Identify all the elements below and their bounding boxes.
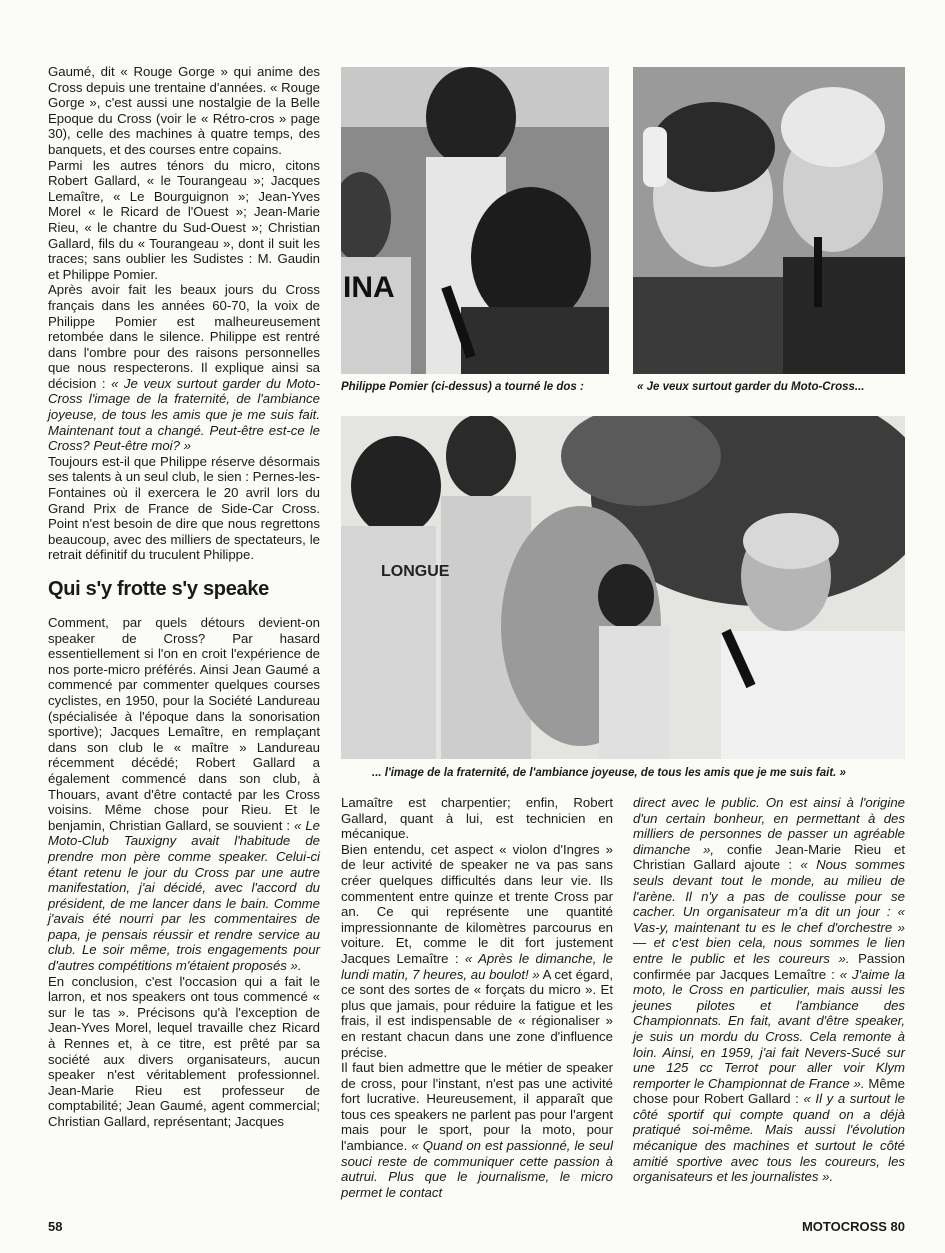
text-run: Passion confirmée par Jacques Lemaître : bbox=[633, 950, 905, 982]
photo-illustration bbox=[341, 67, 609, 374]
middle-column bbox=[341, 795, 613, 1200]
photo-illustration bbox=[633, 67, 905, 374]
photo-caption: « Je veux surtout garder du Moto-Cross... bbox=[637, 381, 865, 393]
quote: « Nous sommes seuls devant tout le monde, au milieu de l'arène. Il n'y a pas de coulisse pour se cacher. Un organisateur m'a dit un jour : « Vas-y, maintenant tu es le chef d'orchestre » — et c'est bien cela, nous sommes le lien entre le public et les coureurs ». bbox=[633, 857, 905, 966]
paragraph: Gaumé, dit « Rouge Gorge » qui anime des Cross depuis une trentaine d'années. « Rouge Gorge », c'est aussi une nostalgie de la Belle Epoque du Cross (voir le « Rétro-cros » page 30), celle des machines à quatre temps, des banquets, et des courses entre copains. bbox=[48, 64, 320, 157]
photo-illustration bbox=[341, 416, 905, 759]
paragraph: En conclusion, c'est l'occasion qui a fait le larron, et nos speakers ont tous commencé « sur le tas ». Précisons qu'à l'exception de Jean-Yves Morel, lequel travaille chez Ricard à Rennes et, à ce titre, est prêté par sa société aux divers organisateurs, aucun speaker n'est véritablement professionnel. Jean-Marie Rieu est professeur de comptabilité; Jean Gaumé, agent commercial; Christian Gallard, représentant; Jacques bbox=[48, 973, 320, 1129]
photo-trophy-ceremony bbox=[341, 416, 905, 759]
quote: « J'aime la moto, le Cross en particulier, mais aussi les jeunes pilotes et l'ambiance des Championnats. En fait, avant d'être speaker, je suis un mordu du Cross. Cela remonte à loin. Ainsi, en 1959, j'ai fait Nevers-Sucé sur une 125 cc Terrot pour aller voir Klym remporter le Championnat de France ». bbox=[633, 966, 905, 1091]
quote: « Quand on est passionné, le seul souci reste de communiquer cette passion à autrui. Plus que le journalisme, le micro permet le contact bbox=[341, 1138, 613, 1200]
paragraph bbox=[341, 1060, 613, 1200]
text-run: Comment, par quels détours devient-on speaker de Cross? Par hasard essentiellement si l'on en croit l'expérience de nos porte-micro préférés. Ainsi Jean Gaumé a commencé par commenter quelques courses cyclistes, en 1950, pour la Société Landureau (spécialisée à l'époque dans la sonorisation sportive); Jacques Lemaître, en remplaçant dans son club le « maître » Landureau récemment décédé; Robert Gallard a également commencé dans son club, à Thouars, avant d'être contacté par les Cross voisins. Même chose pour Rieu. Et le benjamin, Christian Gallard, se souvient : bbox=[48, 615, 320, 833]
photo-caption: Philippe Pomier (ci-dessus) a tourné le dos : bbox=[341, 381, 584, 393]
photo-philippe-pomier bbox=[341, 67, 609, 374]
right-column bbox=[633, 795, 905, 1185]
text-run: A cet égard, ce sont des sortes de « forçats du micro ». Et plus que jamais, pour réduire la fatigue et les frais, il est indispensable de « régionaliser » en restant chacun dans une zone d'influence précise. bbox=[341, 966, 614, 1060]
paragraph: Parmi les autres ténors du micro, citons Robert Gallard, « le Tourangeau »; Jacques Lemaître, « Le Bourguignon »; Jean-Yves Morel « le Ricard de l'Ouest »; Jean-Marie Rieu, « le chantre du Sud-Ouest »; Christian Gallard, fils du « Tourangeau », dont il suit les traces; sans oublier les Sudistes : M. Gaudin et Philippe Pomier. bbox=[48, 157, 320, 282]
text-run: Il faut bien admettre que le métier de speaker de cross, pour l'instant, n'est pas une activité fort lucrative. Heureusement, il apparaît que tous ces speakers ne parlent pas pour l'argent mais pour le sport, pour la moto, pour l'ambiance. bbox=[341, 1060, 613, 1154]
quote: « Le Moto-Club Tauxigny avait l'habitude de prendre mon père comme speaker. Celui-ci étant retenu le jour du Cross par une autre manifestation, j'ai décidé, avec l'accord du président, de me lancer dans le bain. Comme j'avais été nourri par les commentaires de papa, je pensais réussir et rendre service au club. Le soir même, trois engagements pour d'autres compétitions m'étaient proposés ». bbox=[48, 817, 321, 974]
shirt-text: LONGUE bbox=[381, 563, 450, 580]
photo-caption: ... l'image de la fraternité, de l'ambiance joyeuse, de tous les amis que je me suis fait. » bbox=[372, 767, 846, 779]
page-number: 58 bbox=[48, 1219, 63, 1234]
quote: direct avec le public. On est ainsi à l'origine d'un certain bonheur, en permettant à des milliers de personnes de passer un agréable dimanche », bbox=[633, 795, 905, 857]
left-column bbox=[48, 64, 320, 1130]
quote: « Il y a surtout le côté sportif qui compte quand on a déjà pratiqué soi-même. Mais aussi l'évolution mécanique des machines et surtout le côté amitié sportive avec tous les coureurs, les organisateurs et les journalistes ». bbox=[633, 1091, 905, 1185]
paragraph: Toujours est-il que Philippe réserve désormais ses talents à un seul club, le sien : Pernes-les-Fontaines où il exercera le 20 avril lors du Grand Prix de France de Side-Car Cross. Point n'est besoin de dire que nous regrettons beaucoup, avec des milliers de spectateurs, le retrait définitif du truculent Philippe. bbox=[48, 453, 320, 563]
paragraph bbox=[48, 282, 320, 454]
quote: « Après le dimanche, le lundi matin, 7 heures, au boulot! » bbox=[341, 950, 613, 982]
text-run: confie Jean-Marie Rieu et Christian Gallard ajoute : bbox=[633, 841, 906, 873]
quote: « Je veux surtout garder du Moto-Cross l'image de la fraternité, de l'ambiance joyeuse, de tous les amis que je me suis fait. Maintenant tout a changé. Peut-être est-ce le Cross? Peut-être moi? » bbox=[48, 375, 320, 454]
paragraph: Lamaître est charpentier; enfin, Robert Gallard, quant à lui, est technicien en mécanique. bbox=[341, 795, 613, 842]
magazine-name: MOTOCROSS 80 bbox=[801, 1219, 905, 1234]
paragraph bbox=[633, 795, 905, 1185]
text-run: Bien entendu, cet aspect « violon d'Ingres » de leur activité de speaker ne va pas sans créer quelques difficultés dans leur vie. Ils commentent entre quinze et trente Cross par an. Ce qui représente une quantité impressionnante de kilomètres parcourus en voiture. Et, comme le dit fort justement Jacques Lemaître : bbox=[341, 841, 613, 966]
photo-speakers-headphones bbox=[633, 67, 905, 374]
paragraph bbox=[48, 615, 320, 974]
text-run: Même chose pour Robert Gallard : bbox=[633, 1075, 905, 1107]
shirt-text: INA bbox=[343, 271, 395, 304]
paragraph bbox=[341, 842, 613, 1060]
text-run: Après avoir fait les beaux jours du Cross français dans les années 60-70, la voix de Philippe Pomier est malheureusement retombée dans le silence. Philippe est rentré dans l'ombre pour des raisons personnelles que nous respecterons. Il explique ainsi sa décision : bbox=[48, 282, 320, 391]
section-heading: Qui s'y frotte s'y speake bbox=[48, 578, 269, 600]
